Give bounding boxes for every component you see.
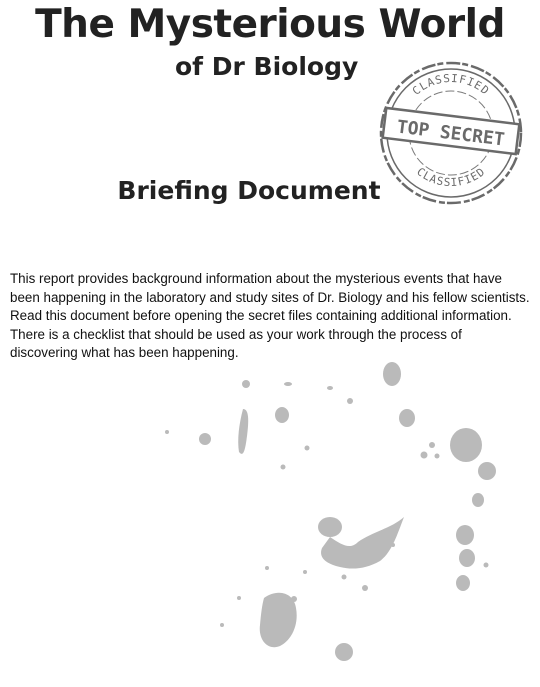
stain-splatter-decoration [0,340,540,687]
page-title: The Mysterious World [35,2,505,47]
stamp-ring-text-top: CLASSIFIED [409,71,493,98]
stamp-main-text: TOP SECRET [395,116,506,151]
stamp-ring-text-bottom: CLASSIFIED [414,164,488,190]
page-subtitle: of Dr Biology [175,52,359,81]
briefing-heading: Briefing Document [117,176,381,205]
briefing-body-text: This report provides background information about the mysterious events that have been happening in the laboratory and study sites of Dr. Biology and his fellow scientists. Read this document before opening the secret files containing additional information. There is a checklist that should be used as your work through the process of discovering what has been happening. [10,271,530,360]
